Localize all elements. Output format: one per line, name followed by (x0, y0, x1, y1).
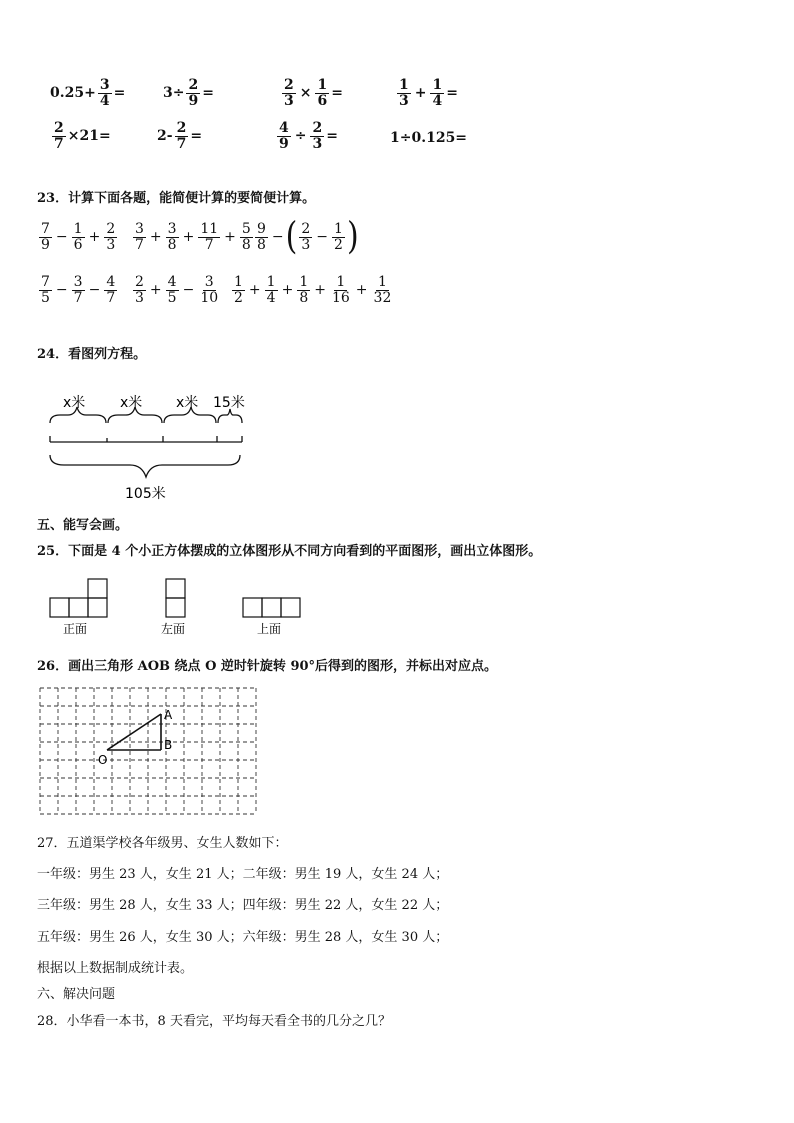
q27-title: 27．五道渠学校各年级男、女生人数如下： (37, 836, 288, 851)
equals: = (190, 128, 203, 145)
calc-3-div-2-9 (163, 78, 214, 108)
operator: + (281, 282, 294, 299)
fraction (72, 275, 85, 305)
fraction (315, 78, 329, 108)
label-x2: x米 (120, 395, 143, 411)
operator: + (182, 229, 195, 246)
operator: + (149, 282, 162, 299)
label-x1: x米 (63, 395, 86, 411)
operator: − (316, 229, 329, 246)
denominator: 3 (135, 289, 144, 306)
q23-expr-3 (253, 214, 359, 259)
front-cell (88, 579, 107, 598)
front-cell (88, 598, 107, 617)
fraction (166, 275, 179, 305)
brace-total (50, 455, 240, 477)
fraction (166, 222, 179, 252)
operator: ÷ (294, 128, 307, 145)
numerator: 2 (312, 120, 323, 136)
calc-2-3-times-1-6 (280, 78, 343, 108)
denominator: 7 (135, 236, 144, 253)
q24-title: 24．看图列方程。 (37, 347, 147, 362)
q27-line-2: 三年级：男生 28 人，女生 33 人；四年级：男生 22 人，女生 22 人； (37, 898, 449, 913)
q23-expr-5 (131, 275, 222, 305)
left-cell (166, 579, 185, 598)
label-front: 正面 (63, 622, 88, 636)
label-15: 15米 (213, 395, 245, 411)
numerator: 11 (200, 221, 219, 237)
numerator: 4 (279, 120, 289, 136)
numerator: 2 (176, 120, 187, 136)
denominator: 4 (432, 92, 443, 109)
numerator: 1 (266, 274, 276, 290)
equals: = (202, 85, 214, 102)
denominator: 5 (41, 289, 50, 306)
section-5-heading: 五、能写会画。 (37, 518, 129, 533)
fraction (265, 275, 278, 305)
fraction (133, 222, 146, 252)
numerator: 4 (167, 274, 177, 290)
denominator: 3 (301, 236, 311, 253)
calc-suffix: ×21= (67, 128, 111, 145)
label-top: 上面 (257, 622, 282, 636)
fraction (299, 222, 312, 252)
calc-0-25-plus-3-4 (50, 78, 125, 108)
equals: = (113, 85, 126, 102)
fraction (104, 222, 117, 252)
fraction (277, 121, 291, 151)
denominator: 8 (299, 289, 309, 306)
calc-prefix: 0.25+ (50, 85, 96, 102)
numerator: 1 (377, 274, 387, 290)
numerator: 1 (73, 221, 83, 237)
left-paren: ( (285, 214, 298, 259)
label-x3: x米 (176, 395, 199, 411)
rotation-grid (36, 686, 268, 818)
denominator: 4 (99, 92, 110, 109)
fraction (39, 275, 52, 305)
denominator: 7 (176, 135, 187, 152)
line-segment-diagram (30, 385, 270, 505)
brace-15 (218, 409, 242, 423)
numerator: 1 (432, 77, 443, 93)
q23-expr-2 (131, 222, 255, 252)
operator: − (271, 229, 284, 246)
operator: + (314, 282, 326, 299)
calc-4-9-div-2-3 (275, 121, 338, 151)
fraction (297, 275, 310, 305)
numerator: 1 (299, 274, 309, 290)
denominator: 7 (106, 289, 116, 306)
point-a-label: A (164, 708, 173, 722)
denominator: 5 (167, 289, 177, 306)
operator: + (248, 282, 261, 299)
operator: − (88, 282, 101, 299)
top-cell (281, 598, 300, 617)
numerator: 9 (257, 221, 266, 237)
operator: + (224, 229, 236, 246)
fraction (240, 222, 253, 252)
fraction (52, 121, 66, 151)
numerator: 2 (54, 120, 64, 136)
operator: − (55, 229, 68, 246)
numerator: 7 (41, 274, 50, 290)
denominator: 6 (73, 236, 83, 253)
denominator: 7 (54, 135, 64, 152)
numerator: 2 (284, 77, 294, 93)
fraction (175, 121, 189, 151)
denominator: 6 (317, 92, 328, 109)
operator: − (182, 282, 195, 299)
point-o-label: O (98, 753, 108, 767)
equals: = (326, 128, 338, 145)
section-6-heading: 六、解决问题 (37, 987, 116, 1002)
operator: + (414, 85, 427, 102)
fraction (430, 78, 444, 108)
operator: + (88, 229, 101, 246)
calc-1-3-plus-1-4 (395, 78, 458, 108)
fraction (133, 275, 146, 305)
three-views (45, 577, 315, 639)
fraction (255, 222, 268, 252)
calc-2-minus-2-7 (157, 121, 202, 151)
fraction (310, 121, 324, 151)
denominator: 3 (284, 92, 294, 109)
numerator: 1 (234, 274, 243, 290)
calc-prefix: 2- (157, 128, 173, 145)
fraction (232, 275, 245, 305)
numerator: 2 (135, 274, 144, 290)
numerator: 7 (41, 221, 50, 237)
numerator: 2 (301, 221, 311, 237)
q23-expr-1 (37, 222, 119, 252)
operator: − (55, 282, 68, 299)
calc-1-div-0-125 (390, 130, 467, 146)
point-b-label: B (164, 738, 173, 752)
numerator: 3 (99, 77, 110, 93)
fraction (198, 275, 220, 305)
calc-2-7-times-21 (50, 121, 111, 151)
right-paren: ) (346, 214, 359, 259)
denominator: 9 (279, 135, 289, 152)
calc-text: 1÷0.125= (390, 130, 468, 146)
numerator: 1 (334, 221, 343, 237)
fraction (332, 222, 345, 252)
numerator: 2 (106, 221, 116, 237)
operator: + (355, 282, 368, 299)
left-cell (166, 598, 185, 617)
numerator: 5 (241, 221, 251, 237)
denominator: 10 (200, 289, 219, 306)
numerator: 3 (73, 274, 83, 290)
denominator: 8 (257, 236, 266, 253)
numerator: 1 (336, 274, 346, 290)
q23-expr-4 (37, 275, 119, 305)
q27-line-1: 一年级：男生 23 人，女生 21 人；二年级：男生 19 人，女生 24 人； (37, 867, 449, 882)
fraction (198, 222, 220, 252)
q23-expr-6 (230, 275, 395, 305)
label-total: 105米 (125, 486, 166, 502)
numerator: 1 (399, 77, 409, 93)
label-left: 左面 (161, 622, 186, 636)
denominator: 8 (241, 236, 251, 253)
q23-title: 23．计算下面各题，能简便计算的要简便计算。 (37, 191, 316, 206)
denominator: 3 (399, 92, 409, 109)
denominator: 7 (204, 236, 214, 253)
denominator: 7 (73, 289, 83, 306)
top-cell (243, 598, 262, 617)
dashed-grid (40, 688, 256, 814)
q27-instruction: 根据以上数据制成统计表。 (37, 961, 194, 976)
numerator: 3 (167, 221, 177, 237)
fraction (397, 78, 411, 108)
operator: + (149, 229, 162, 246)
fraction (72, 222, 85, 252)
calc-prefix: 3÷ (163, 85, 185, 102)
fraction (39, 222, 52, 252)
front-cell (50, 598, 69, 617)
fraction (98, 78, 112, 108)
denominator: 16 (331, 289, 350, 306)
denominator: 9 (188, 92, 199, 109)
fraction (372, 275, 394, 305)
denominator: 2 (334, 236, 343, 253)
numerator: 2 (188, 77, 199, 93)
numerator: 1 (317, 77, 328, 93)
top-cell (262, 598, 281, 617)
denominator: 32 (373, 289, 392, 306)
denominator: 3 (106, 236, 116, 253)
operator: × (299, 85, 312, 102)
numerator: 3 (135, 221, 144, 237)
q27-line-3: 五年级：男生 26 人，女生 30 人；六年级：男生 28 人，女生 30 人； (37, 930, 449, 945)
numerator: 4 (106, 274, 116, 290)
fraction (104, 275, 117, 305)
fraction (330, 275, 352, 305)
equals: = (446, 85, 458, 102)
equals: = (331, 85, 343, 102)
segment-oa (107, 714, 161, 750)
fraction (186, 78, 200, 108)
denominator: 2 (234, 289, 243, 306)
fraction (282, 78, 296, 108)
denominator: 3 (312, 135, 323, 152)
denominator: 4 (266, 289, 276, 306)
q26-title: 26．画出三角形 AOB 绕点 O 逆时针旋转 90°后得到的图形，并标出对应点。 (37, 659, 498, 674)
numerator: 3 (204, 274, 214, 290)
q25-title: 25．下面是 4 个小正方体摆成的立体图形从不同方向看到的平面图形，画出立体图形。 (37, 544, 542, 559)
denominator: 8 (167, 236, 177, 253)
q28-title: 28．小华看一本书，8 天看完，平均每天看全书的几分之几？ (37, 1014, 391, 1029)
denominator: 9 (41, 236, 50, 253)
front-cell (69, 598, 88, 617)
